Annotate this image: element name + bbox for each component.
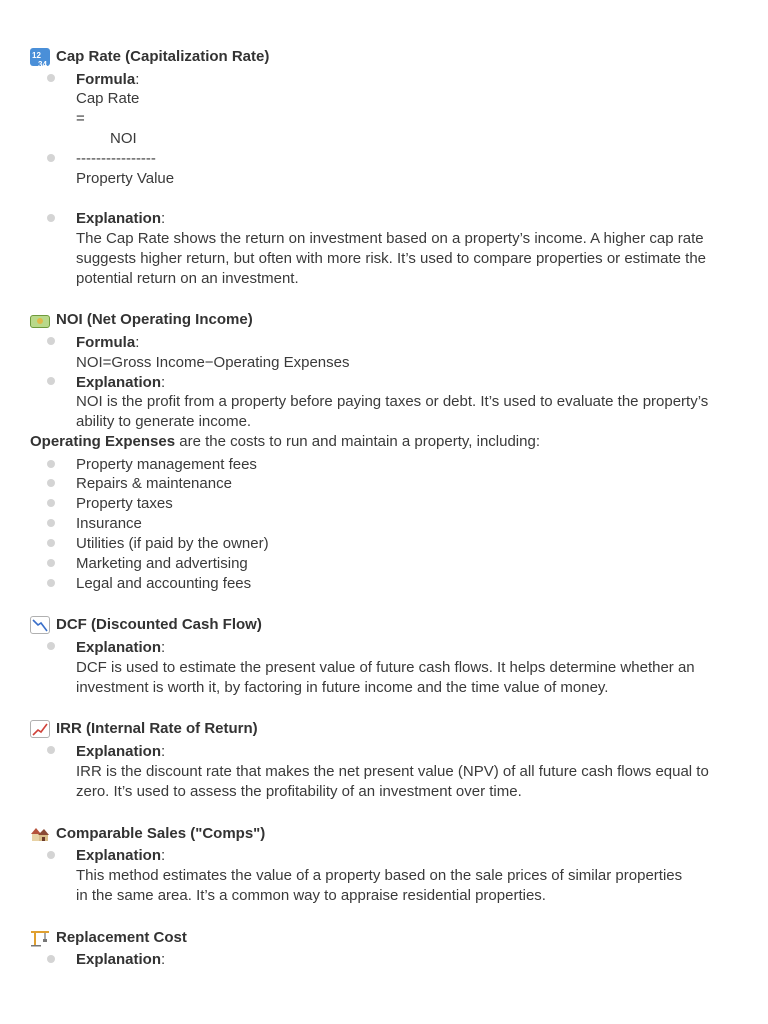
noi-explanation-label-line: Explanation: [76,374,166,391]
cap-rate-formula-line5: Property Value [76,170,175,187]
bullet [47,559,55,567]
cap-rate-explanation-text: The Cap Rate shows the return on investment based on a property’s income. A higher cap rate suggests higher return, but often with more risk. It’s used to compare properties or estimate the potential return on an investment. [76,230,707,287]
explanation-label: Explanation [76,374,162,391]
bullet [47,851,55,859]
operating-expenses-rest: are the costs to run and maintain a property, including: [175,433,540,450]
list-item: Repairs & maintenance [76,475,232,492]
list-item: Property taxes [76,495,173,512]
bullet [47,154,55,162]
irr-title: IRR (Internal Rate of Return) [56,720,258,737]
list-item: Property management fees [76,456,257,473]
houses-icon [30,825,50,843]
noi-heading [30,310,253,330]
list-item: Marketing and advertising [76,555,248,572]
bullet [47,214,55,222]
bullet [47,460,55,468]
chart-decreasing-icon [30,616,50,634]
cap-rate-explanation-label-line: Explanation: [76,210,166,227]
list-item: Legal and accounting fees [76,575,252,592]
bullet [47,746,55,754]
irr-explanation-label-line: Explanation: [76,743,166,760]
dcf-heading [30,615,262,635]
dcf-title: DCF (Discounted Cash Flow) [56,616,262,633]
bullet [47,642,55,650]
replacement-heading [30,928,187,948]
irr-explanation-text: IRR is the discount rate that makes the net present value (NPV) of all future cash flows equal to zero. It’s used to assess the profitability of an investment over time. [76,763,709,800]
formula-label: Formula [76,334,136,351]
bullet [47,955,55,963]
money-icon [30,315,50,328]
irr-heading [30,719,258,739]
cap-rate-formula-label-line: Formula: [76,71,140,88]
bullet [47,539,55,547]
noi-explanation-text: NOI is the profit from a property before paying taxes or debt. It’s used to evaluate the property’s ability to generate income. [76,393,709,430]
chart-increasing-icon [30,720,50,738]
bullet [47,74,55,82]
operating-expenses-paragraph [30,432,540,452]
explanation-label: Explanation [76,951,162,968]
noi-formula-text: NOI=Gross Income−Operating Expenses [76,354,350,371]
list-item: Utilities (if paid by the owner) [76,535,269,552]
cap-rate-title: Cap Rate (Capitalization Rate) [56,48,270,65]
numbers-icon [30,48,50,66]
explanation-label: Explanation [76,639,162,656]
cap-rate-formula-line1: Cap Rate [76,90,140,107]
comps-heading [30,824,265,844]
cap-rate-formula-line4: ---------------- [76,150,156,167]
list-item: Insurance [76,515,142,532]
bullet [47,337,55,345]
cap-rate-formula-line2: = [76,110,85,127]
bullet [47,499,55,507]
comps-explanation-text: This method estimates the value of a property based on the sale prices of similar properties in the same area. It’s a common way to appraise residential properties. [76,867,683,904]
construction-crane-icon [30,929,50,947]
bullet [47,479,55,487]
explanation-label: Explanation [76,743,162,760]
explanation-label: Explanation [76,210,162,227]
comps-title: Comparable Sales ("Comps") [56,825,266,842]
dcf-explanation-label-line: Explanation: [76,639,166,656]
explanation-label: Explanation [76,847,162,864]
operating-expenses-bold: Operating Expenses [30,433,176,450]
replacement-title: Replacement Cost [56,929,187,946]
replacement-explanation-label-line: Explanation: [76,951,166,968]
cap-rate-heading [30,47,269,67]
cap-rate-formula-line3: NOI [110,130,137,147]
dcf-explanation-text: DCF is used to estimate the present value of future cash flows. It helps determine whether an investment is worth it, by factoring in future income and the time value of money. [76,659,695,696]
bullet [47,579,55,587]
noi-formula-label-line: Formula: [76,334,140,351]
bullet [47,519,55,527]
noi-title: NOI (Net Operating Income) [56,311,253,328]
comps-explanation-label-line: Explanation: [76,847,166,864]
bullet [47,377,55,385]
formula-label: Formula [76,71,136,88]
